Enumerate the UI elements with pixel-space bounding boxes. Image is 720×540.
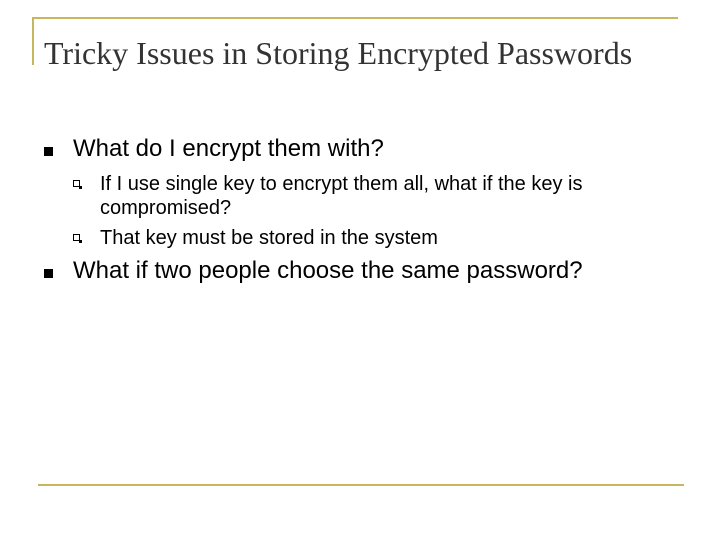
bottom-rule	[38, 484, 684, 486]
left-rule	[32, 17, 34, 65]
hollow-square-bullet-icon	[73, 180, 80, 187]
top-rule	[32, 17, 678, 19]
bullet-item-same-password	[44, 256, 664, 286]
sub-bullet-list	[73, 172, 664, 250]
bullet-item-encrypt-with	[44, 134, 664, 250]
slide-title: Tricky Issues in Storing Encrypted Passwords	[44, 35, 633, 71]
sub-bullet-text: If I use single key to encrypt them all, what if the key is compromised?	[100, 173, 583, 219]
sub-bullet-item-single-key	[73, 172, 664, 220]
sub-bullet-text: That key must be stored in the system	[100, 227, 438, 249]
square-bullet-icon	[44, 269, 53, 278]
bullet-text: What if two people choose the same password?	[73, 257, 583, 284]
bullet-text: What do I encrypt them with?	[73, 135, 384, 162]
hollow-square-bullet-icon	[73, 234, 80, 241]
bullet-list	[44, 134, 664, 286]
sub-bullet-item-key-stored	[73, 226, 664, 250]
square-bullet-icon	[44, 147, 53, 156]
